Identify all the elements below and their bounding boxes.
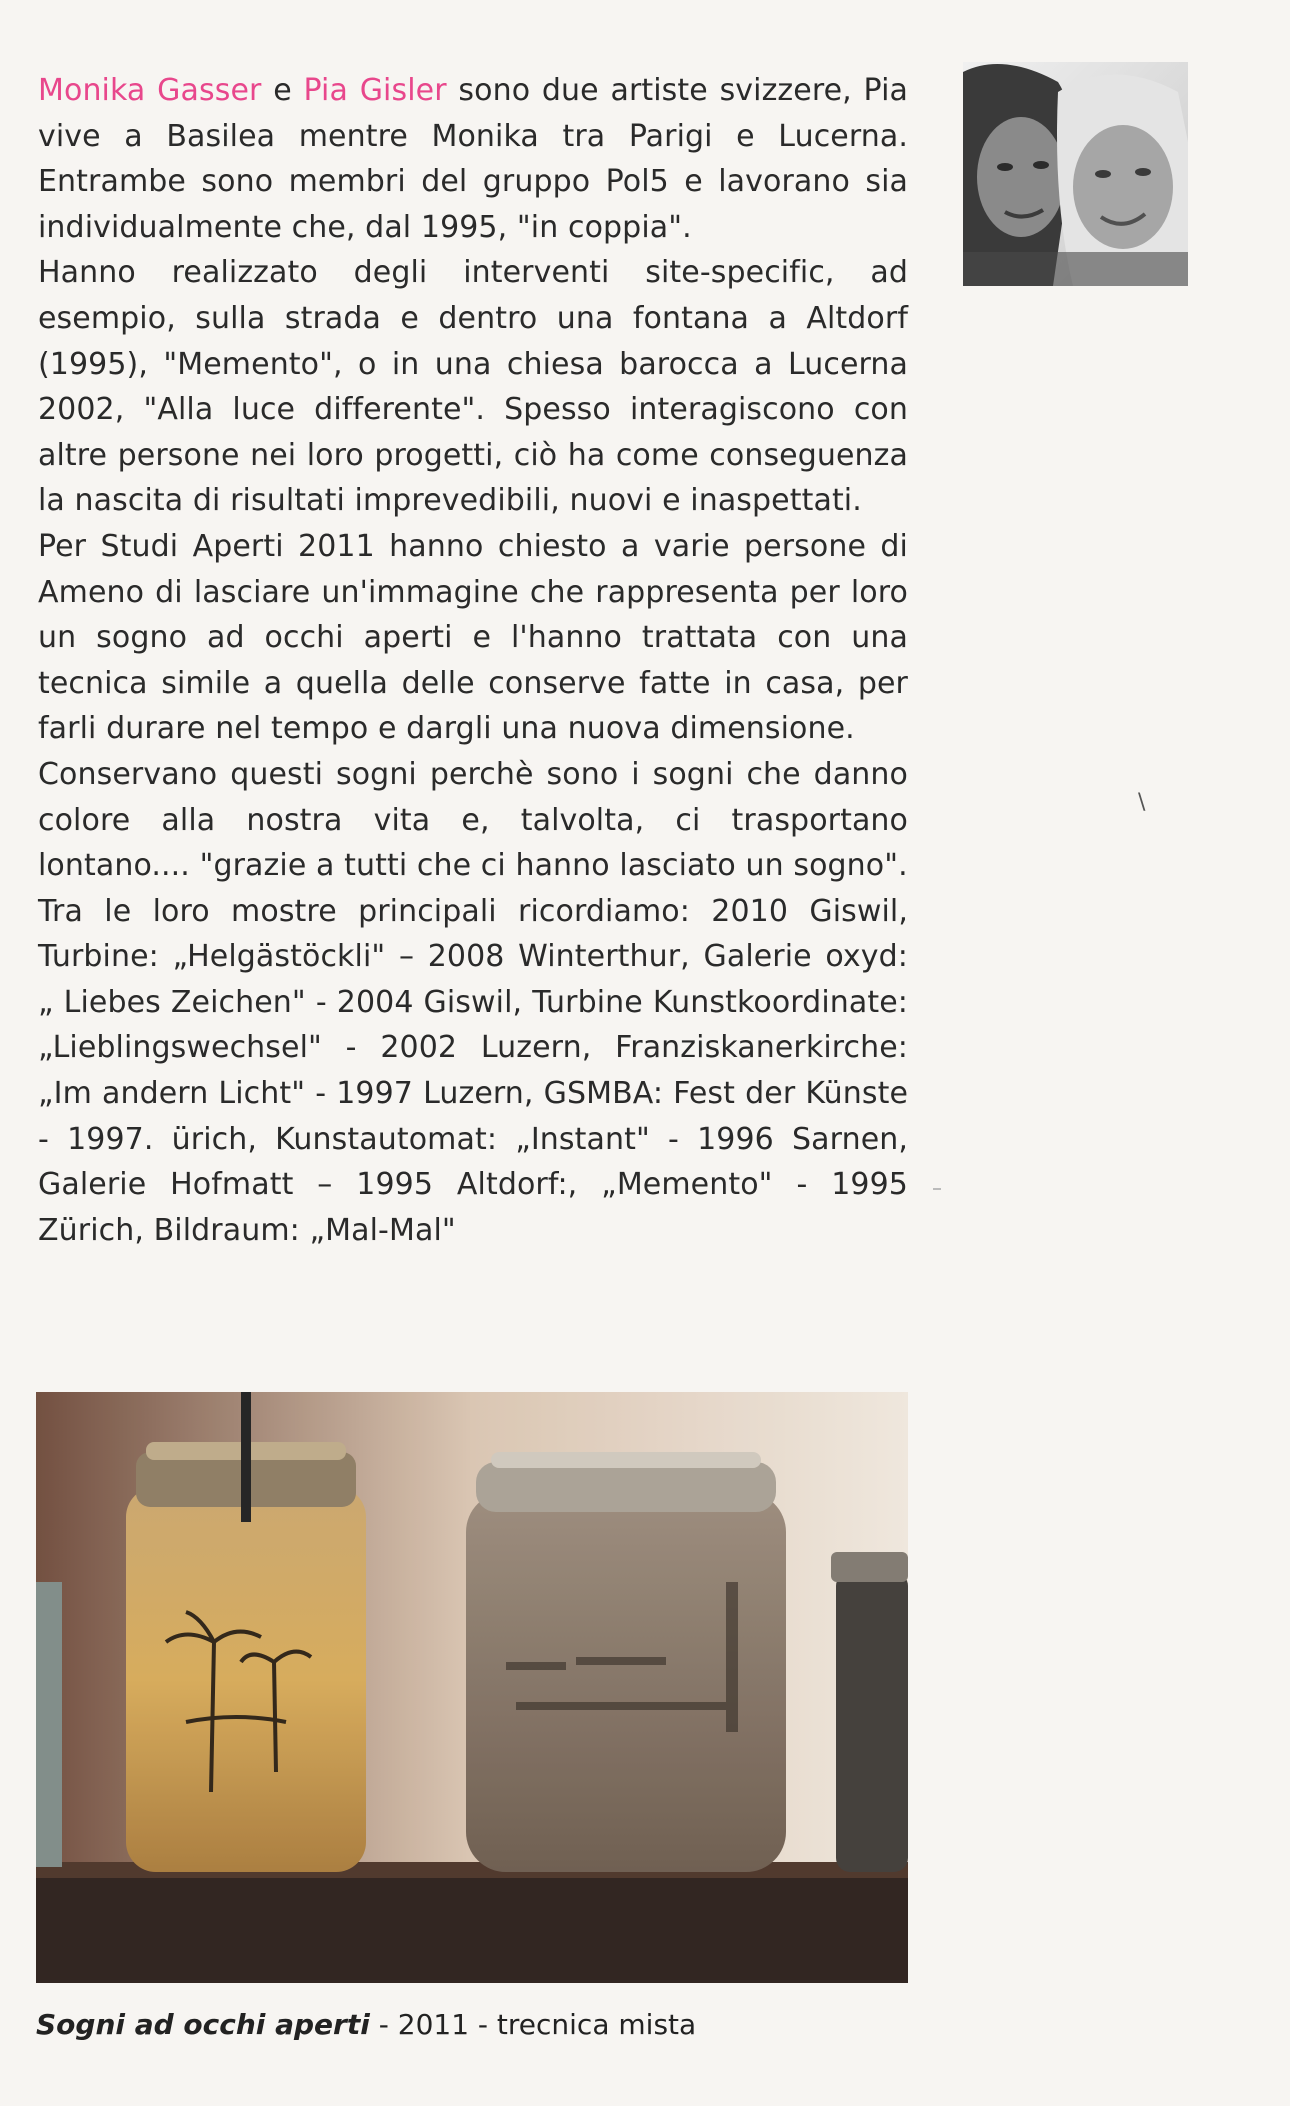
jars-photo [36,1392,908,1983]
portrait-illustration [963,62,1188,286]
caption-details: - 2011 - trecnica mista [369,2008,697,2041]
paragraph-studi-aperti: Per Studi Aperti 2011 hanno chiesto a varie persone di Ameno di lasciare un'immagine che rappresenta per loro un sogno ad occhi aperti e l'hanno trattata con una tecnica simile a quella delle conserve fatte in casa, per farli durare nel tempo e dargli una nuova dimensione. [38,528,908,747]
caption-title: Sogni ad occhi aperti [36,2008,370,2041]
paragraph-sogni: Conservano questi sogni perchè sono i sogni che danno colore alla nostra vita e, talvolta, ci trasportano lontano.... "grazie a tutti che ci hanno lasciato un sogno". [38,756,908,884]
artist-name-monika: Monika Gasser [38,73,262,108]
paragraph-exhibitions: Tra le loro mostre principali ricordiamo: 2010 Giswil, Turbine: „Helgästöckli" – 2008 Winterthur, Galerie oxyd: „ Liebes Zeichen" - 2004 Giswil, Turbine Kunstkoordinate: „Lieblingswechsel" - 2002 Luzern, Franziskanerkirche: „Im andern Licht" - 1997 Luzern, GSMBA: Fest der Künste - 1997. ürich, Kunstautomat: „Instant" - 1996 Sarnen, Galerie Hofmatt – 1995 Altdorf:, „Memento" - 1995 Zürich, Bildraum: „Mal-Mal" [38,893,908,1248]
paragraph-interventions: Hanno realizzato degli interventi site-specific, ad esempio, sulla strada e dentro una fontana a Altdorf (1995), "Memento", o in una chiesa barocca a Lucerna 2002, "Alla luce differente". Spesso interagiscono con altre persone nei loro progetti, ciò ha come conseguenza la nascita di risultati imprevedibili, nuovi e inaspettati. [38,255,908,519]
jars-illustration [36,1392,908,1983]
stray-mark: \ [1138,790,1146,815]
stray-dash [933,1188,941,1190]
intro-text: sono due artiste svizzere, Pia vive a Basilea mentre Monika tra Parigi e Lucerna. Entrambe sono membri del gruppo Pol5 e lavorano sia individualmente che, dal 1995, "in coppia". [38,73,909,245]
article-text [38,68,908,1253]
intro-paragraph [38,68,908,250]
names-connector: e [273,73,292,108]
photo-caption [36,2008,696,2041]
artists-portrait-photo [963,62,1188,286]
artist-name-pia: Pia Gisler [303,73,447,108]
